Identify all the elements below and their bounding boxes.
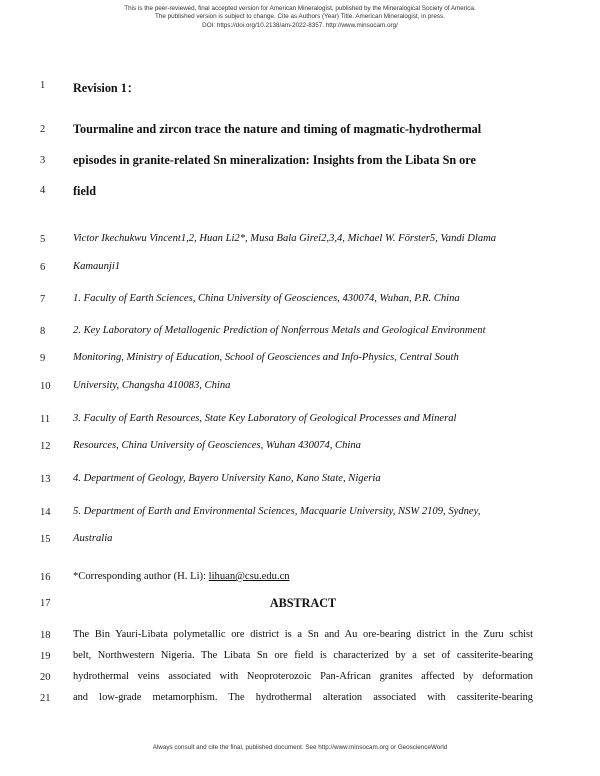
revision-label: Revision 1： <box>73 81 140 95</box>
abstract-line: The Bin Yauri-Libata polymetallic ore district is a Sn and Au ore-bearing district in the Zuru schist <box>73 629 533 640</box>
author-list: Kamaunji1 <box>73 261 121 272</box>
line-number: 7 <box>40 294 46 305</box>
corresponding-author <box>73 571 290 582</box>
affiliation: University, Changsha 410083, China <box>73 380 231 391</box>
preprint-header <box>0 5 600 30</box>
affiliation: Monitoring, Ministry of Education, School of Geosciences and Info-Physics, Central South <box>73 352 459 363</box>
affiliation: 2. Key Laboratory of Metallogenic Prediction of Nonferrous Metals and Geological Environment <box>73 325 486 336</box>
line-number: 3 <box>40 155 46 166</box>
line-number: 19 <box>40 651 51 662</box>
line-number: 17 <box>40 598 51 609</box>
line-number: 21 <box>40 693 51 704</box>
corresponding-email-link[interactable]: lihuan@csu.edu.cn <box>208 571 290 582</box>
affiliation: 4. Department of Geology, Bayero University Kano, Kano State, Nigeria <box>73 473 381 484</box>
line-number: 6 <box>40 262 46 273</box>
affiliation: Resources, China University of Geosciences, Wuhan 430074, China <box>73 440 361 451</box>
affiliation: 5. Department of Earth and Environmental Sciences, Macquarie University, NSW 2109, Sydney, <box>73 506 481 517</box>
author-list: Victor Ikechukwu Vincent1,2, Huan Li2*, Musa Bala Girei2,3,4, Michael W. Förster5, Vandi Dlama <box>73 233 497 244</box>
abstract-line: and low-grade metamorphism. The hydrothermal alteration associated with cassiterite-bearing <box>73 692 533 703</box>
preprint-footer: Always consult and cite the final, published document. See http://www.minsocam.org or GeoscienceWorld <box>152 744 448 751</box>
paper-title-line: field <box>73 184 97 198</box>
line-number: 2 <box>40 124 46 135</box>
paper-title-line: Tourmaline and zircon trace the nature and timing of magmatic-hydrothermal <box>73 122 482 136</box>
line-number: 1 <box>40 80 46 91</box>
affiliation: 3. Faculty of Earth Resources, State Key Laboratory of Geological Processes and Mineral <box>73 413 457 424</box>
line-number: 8 <box>40 326 46 337</box>
abstract-heading: ABSTRACT <box>269 596 337 610</box>
corresponding-label: *Corresponding author (H. Li): <box>73 571 209 582</box>
header-line: The published version is subject to change. Cite as Authors (Year) Title. American Mineralogist, in press. <box>155 13 445 21</box>
line-number: 18 <box>40 630 51 641</box>
header-line: DOI: https://doi.org/10.2138/am-2022-8357. http://www.minsocam.org/ <box>202 21 398 29</box>
line-number: 13 <box>40 474 51 485</box>
line-number: 12 <box>40 441 51 452</box>
affiliation: 1. Faculty of Earth Sciences, China University of Geosciences, 430074, Wuhan, P.R. China <box>73 293 460 304</box>
line-number: 15 <box>40 534 51 545</box>
abstract-line: belt, Northwestern Nigeria. The Libata Sn ore field is characterized by a set of cassiterite-bearing <box>73 650 533 661</box>
paper-title-line: episodes in granite-related Sn mineralization: Insights from the Libata Sn ore <box>73 153 476 167</box>
line-number: 14 <box>40 507 51 518</box>
line-number: 11 <box>40 414 51 425</box>
affiliation: Australia <box>73 533 113 544</box>
line-number: 10 <box>40 381 51 392</box>
header-line: This is the peer-reviewed, final accepted version for American Mineralogist, published by the Mineralogical Society of America. <box>124 5 476 12</box>
line-number: 5 <box>40 234 46 245</box>
line-number: 4 <box>40 185 46 196</box>
line-number: 20 <box>40 672 51 683</box>
line-number: 16 <box>40 572 51 583</box>
line-number: 9 <box>40 353 46 364</box>
abstract-line: hydrothermal veins associated with Neoproterozoic Pan-African granites affected by deformation <box>73 671 533 682</box>
